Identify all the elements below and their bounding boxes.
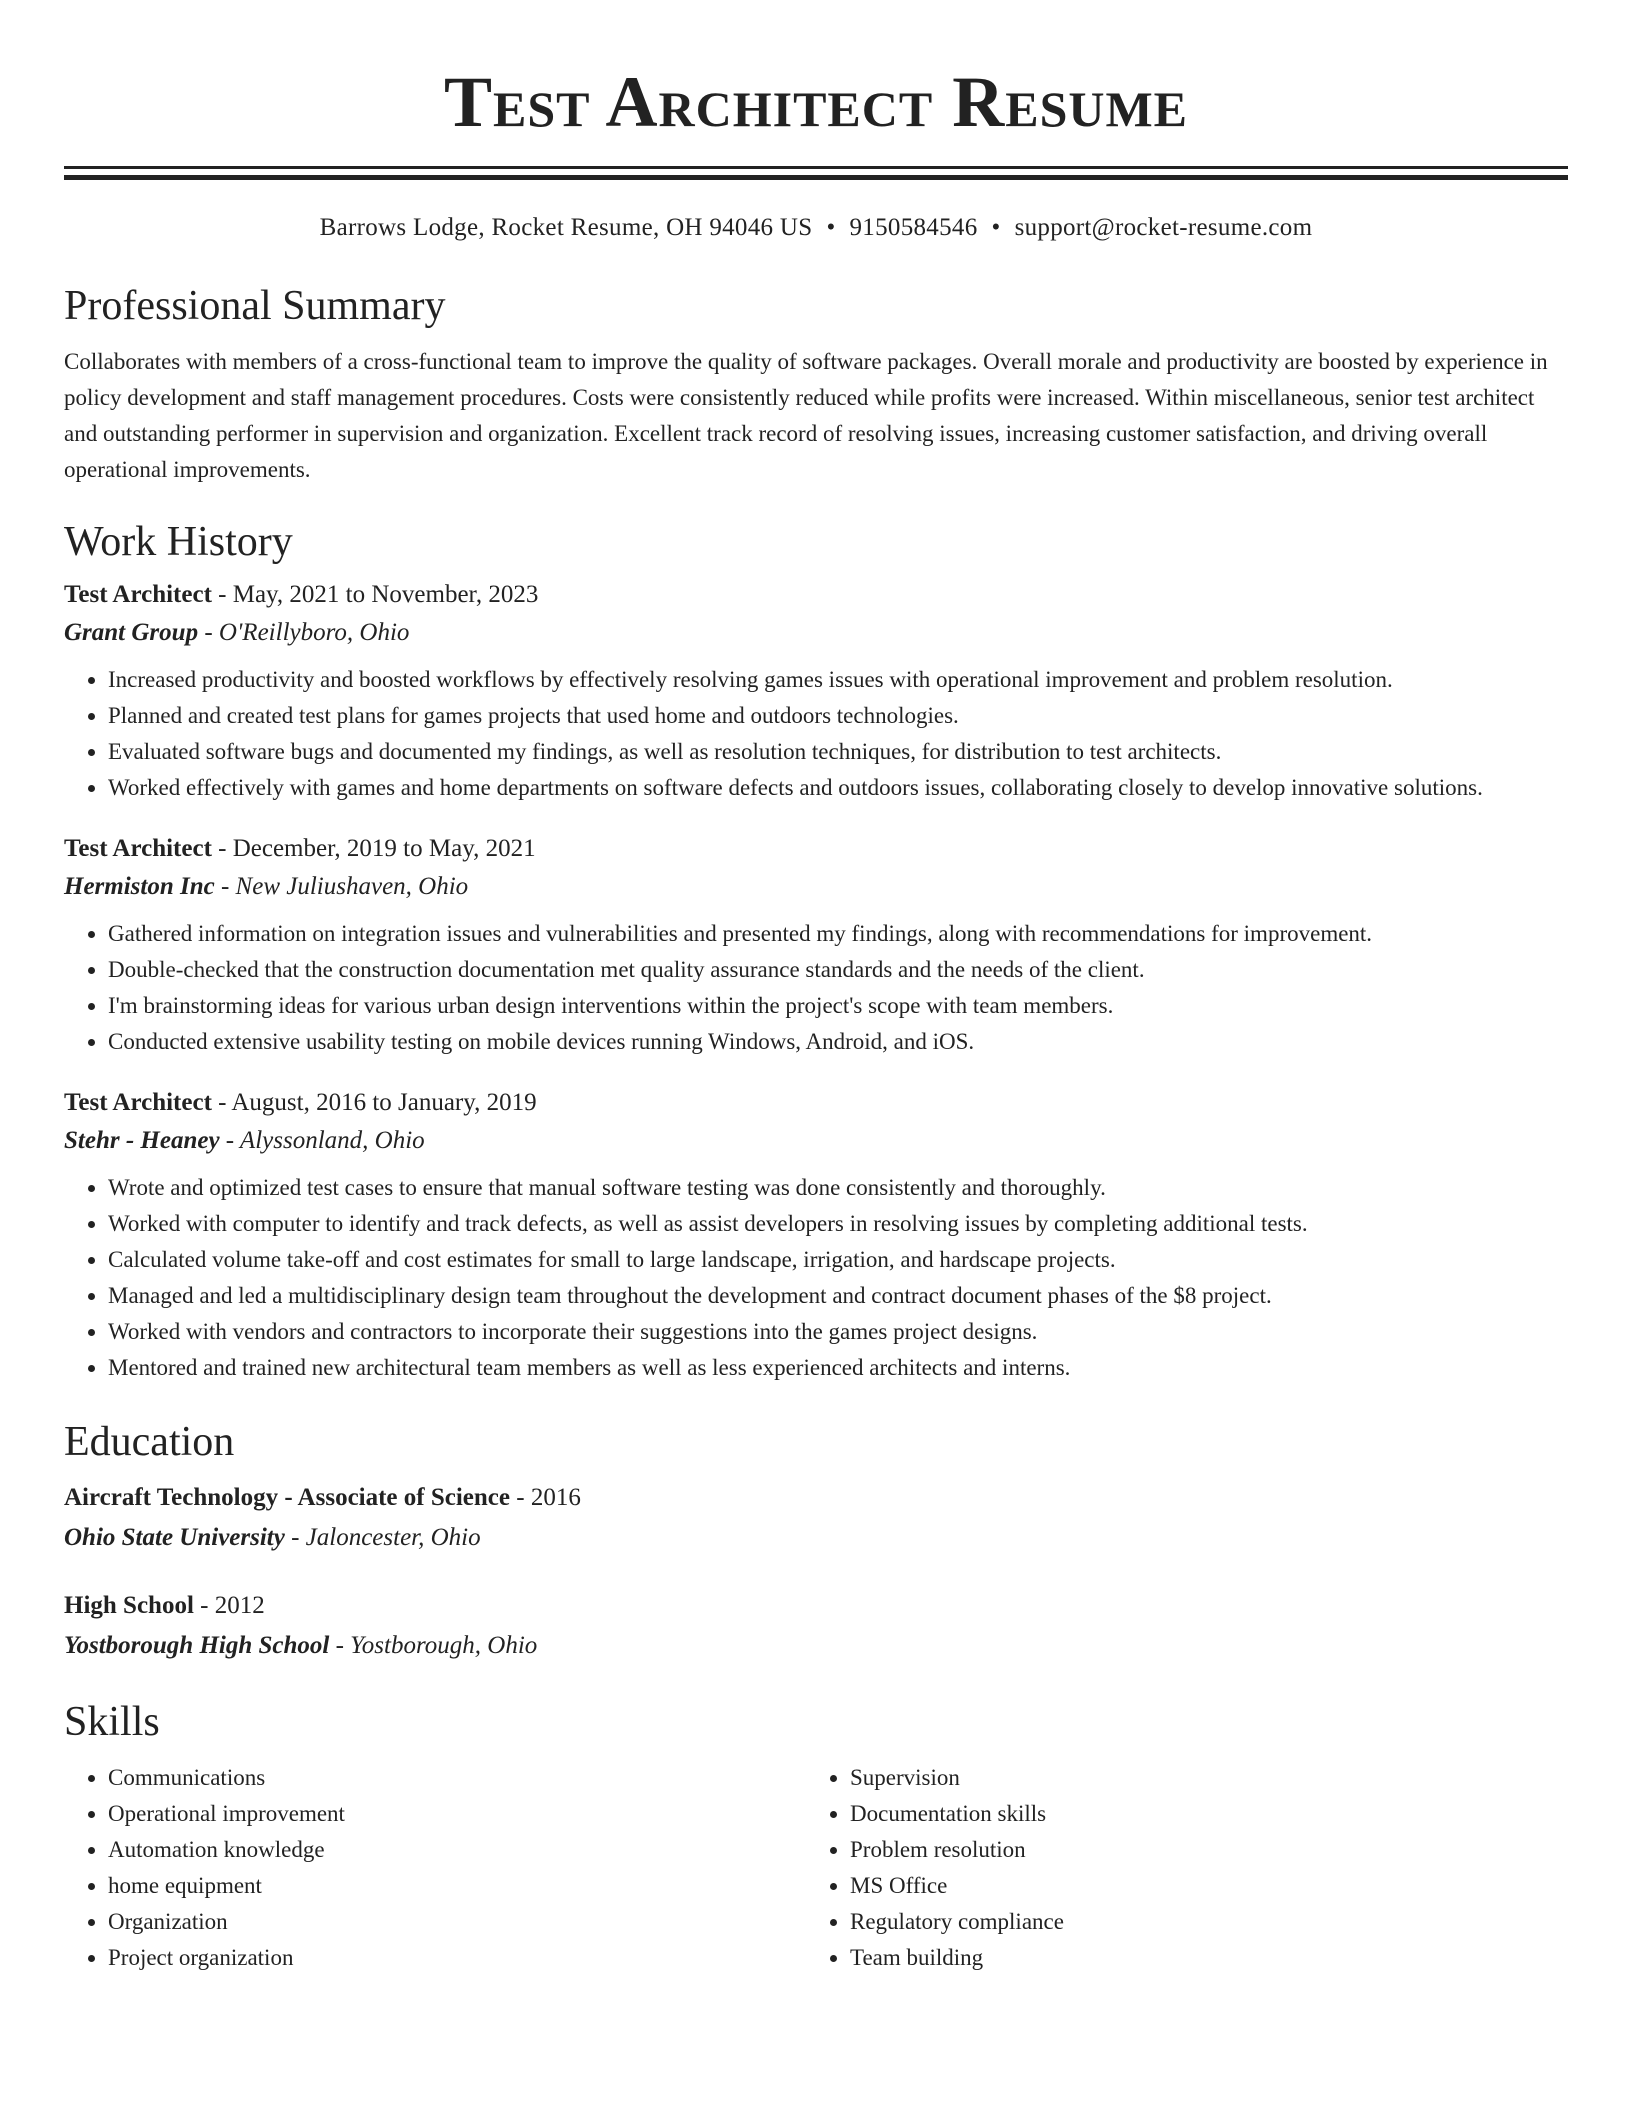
title-divider	[64, 166, 1568, 180]
skill-item: • MS Office	[850, 1868, 1548, 1904]
job-bullets	[64, 916, 1568, 1060]
job-company: Hermiston Inc	[64, 873, 215, 900]
job-dates: - May, 2021 to November, 2023	[211, 581, 539, 608]
job-title: Test Architect	[64, 581, 212, 608]
job-title-line	[64, 1084, 1568, 1122]
job-company-line	[64, 614, 1568, 652]
job-location: - New Juliushaven, Ohio	[214, 873, 469, 900]
education-entry	[64, 1586, 1568, 1666]
skills-column-right	[806, 1760, 1548, 1976]
skill-item: • Organization	[108, 1904, 806, 1940]
job-bullet: • Increased productivity and boosted workflows by effectively resolving games issues with operational improvement and problem resolution.	[108, 662, 1568, 698]
skills-list	[806, 1760, 1548, 1976]
job-bullet: • Conducted extensive usability testing on mobile devices running Windows, Android, and iOS.	[108, 1024, 1568, 1060]
job-dates: - August, 2016 to January, 2019	[211, 1089, 537, 1116]
job-bullet: • Mentored and trained new architectural team members as well as less experienced architects and interns.	[108, 1350, 1568, 1386]
job-company: Grant Group	[64, 619, 199, 646]
job-bullet: • Worked effectively with games and home departments on software defects and outdoors issues, collaborating closely to develop innovative solutions.	[108, 770, 1568, 806]
resume-page	[64, 0, 1568, 1976]
job-company-line	[64, 1122, 1568, 1160]
job-location: - Alyssonland, Ohio	[219, 1127, 425, 1154]
job-dates: - December, 2019 to May, 2021	[211, 835, 536, 862]
education-year: - 2016	[510, 1484, 581, 1511]
summary-text: Collaborates with members of a cross-functional team to improve the quality of software packages. Overall morale and productivity are boosted by experience in policy development and staff management procedures. Costs were consistently reduced while profits were increased. Within miscellaneous, senior test architect and outstanding performer in supervision and organization. Excellent track record of resolving issues, increasing customer satisfaction, and driving overall operational improvements.	[64, 349, 1548, 482]
education-year: - 2012	[193, 1592, 265, 1619]
job-bullet: • Worked with computer to identify and track defects, as well as assist developers in resolving issues by completing additional tests.	[108, 1206, 1568, 1242]
skills-heading: Skills	[64, 1699, 160, 1745]
job-company-line	[64, 868, 1568, 906]
education-degree-line	[64, 1586, 1568, 1626]
education-heading: Education	[64, 1419, 235, 1465]
education-school: Ohio State University	[64, 1524, 285, 1551]
job-bullet: • Evaluated software bugs and documented my findings, as well as resolution techniques, for distribution to test architects.	[108, 734, 1568, 770]
skill-item: • Documentation skills	[850, 1796, 1548, 1832]
education-entry	[64, 1478, 1568, 1558]
job-bullet: • Managed and led a multidisciplinary design team throughout the development and contract document phases of the $8 project.	[108, 1278, 1568, 1314]
contact-line	[64, 212, 1568, 244]
job-bullets	[64, 1170, 1568, 1386]
skill-item: • Operational improvement	[108, 1796, 806, 1832]
job-bullets	[64, 662, 1568, 806]
skill-item: • Team building	[850, 1940, 1548, 1976]
job-bullet: • Gathered information on integration issues and vulnerabilities and presented my findings, along with recommendations for improvement.	[108, 916, 1568, 952]
summary-heading: Professional Summary	[64, 283, 446, 329]
education-school: Yostborough High School	[64, 1632, 330, 1659]
education-school-line	[64, 1518, 1568, 1558]
skills-columns	[64, 1760, 1568, 1976]
job-bullet: • Double-checked that the construction documentation met quality assurance standards and the needs of the client.	[108, 952, 1568, 988]
skill-item: • home equipment	[108, 1868, 806, 1904]
skill-item: • Project organization	[108, 1940, 806, 1976]
job-entry	[64, 1084, 1568, 1386]
education-school-line	[64, 1626, 1568, 1666]
education-degree: High School	[64, 1592, 194, 1619]
contact-phone: 9150584546	[849, 214, 978, 241]
contact-separator: •	[826, 214, 836, 241]
job-title-line	[64, 576, 1568, 614]
job-location: - O'Reillyboro, Ohio	[198, 619, 410, 646]
job-company: Stehr - Heaney	[64, 1127, 220, 1154]
skills-list	[64, 1760, 806, 1976]
job-entry	[64, 830, 1568, 1060]
education-location: - Jaloncester, Ohio	[284, 1524, 481, 1551]
job-bullet: • Planned and created test plans for games projects that used home and outdoors technologies.	[108, 698, 1568, 734]
skill-item: • Regulatory compliance	[850, 1904, 1548, 1940]
education-degree: Aircraft Technology - Associate of Science	[64, 1484, 510, 1511]
job-title: Test Architect	[64, 1089, 212, 1116]
job-bullet: • Calculated volume take-off and cost estimates for small to large landscape, irrigation, and hardscape projects.	[108, 1242, 1568, 1278]
skill-item: • Communications	[108, 1760, 806, 1796]
contact-separator: •	[991, 214, 1001, 241]
education-degree-line	[64, 1478, 1568, 1518]
job-title: Test Architect	[64, 835, 212, 862]
job-bullet: • Wrote and optimized test cases to ensure that manual software testing was done consistently and thoroughly.	[108, 1170, 1568, 1206]
job-title-line	[64, 830, 1568, 868]
contact-email: support@rocket-resume.com	[1014, 214, 1313, 241]
skills-column-left	[64, 1760, 806, 1976]
job-entry	[64, 576, 1568, 806]
job-bullet: • Worked with vendors and contractors to incorporate their suggestions into the games project designs.	[108, 1314, 1568, 1350]
job-bullet: • I'm brainstorming ideas for various urban design interventions within the project's scope with team members.	[108, 988, 1568, 1024]
contact-address: Barrows Lodge, Rocket Resume, OH 94046 US	[319, 214, 813, 241]
education-location: - Yostborough, Ohio	[329, 1632, 538, 1659]
skill-item: • Supervision	[850, 1760, 1548, 1796]
resume-title: Test Architect Resume	[443, 62, 1189, 142]
skill-item: • Automation knowledge	[108, 1832, 806, 1868]
work-history-heading: Work History	[64, 519, 293, 565]
skill-item: • Problem resolution	[850, 1832, 1548, 1868]
